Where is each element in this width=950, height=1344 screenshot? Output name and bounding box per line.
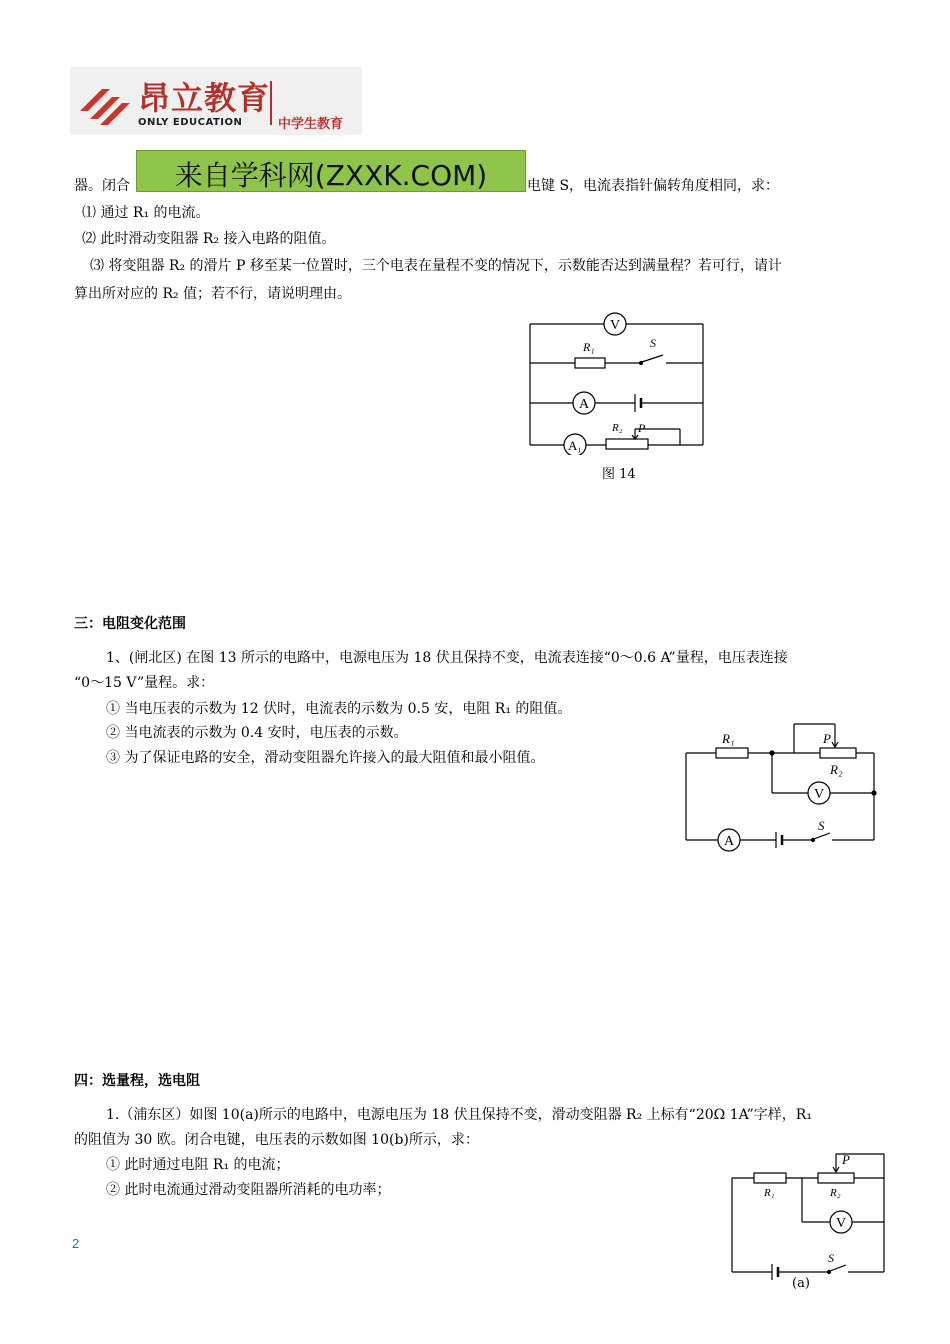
s3-q2: ② 当电流表的示数为 0.4 安时，电压表的示数。 xyxy=(106,725,408,741)
r2-label: R₂ xyxy=(612,422,623,434)
s2-q1: ⑴ 通过 R₁ 的电流。 xyxy=(82,205,210,221)
switch-blade xyxy=(814,833,830,839)
s4-q1: ① 此时通过电阻 R₁ 的电流； xyxy=(106,1157,290,1173)
section4-heading: 四：选量程，选电阻 xyxy=(74,1073,200,1089)
ammeter-label: A xyxy=(578,397,590,412)
voltmeter-label: V xyxy=(835,1216,847,1231)
intro-left: 器。闭合 xyxy=(74,178,130,194)
circuit-figure-10a xyxy=(724,1148,890,1288)
slider-label: P xyxy=(823,731,831,746)
r2-label: R₂ xyxy=(830,762,843,777)
s3-q1: ① 当电压表的示数为 12 伏时，电流表的示数为 0.5 安，电阻 R₁ 的阻值。 xyxy=(106,701,572,717)
circuit-figure-13 xyxy=(680,718,885,858)
switch-label: S xyxy=(650,336,656,350)
r1-label: R₁ xyxy=(764,1187,775,1199)
s2-q3-line1: ⑶ 将变阻器 R₂ 的滑片 P 移至某一位置时，三个电表在量程不变的情况下，示数能否达到满量程？若可行，请计 xyxy=(90,258,782,274)
resistor-r1 xyxy=(754,1173,786,1183)
s3-q3: ③ 为了保证电路的安全，滑动变阻器允许接入的最大阻值和最小阻值。 xyxy=(106,750,545,766)
figure-14-caption: 图 14 xyxy=(602,467,636,482)
s2-q3-line2: 算出所对应的 R₂ 值；若不行，请说明理由。 xyxy=(74,286,352,302)
resistor-r1 xyxy=(716,748,748,758)
logo-mark-icon xyxy=(76,81,132,127)
r1-label: R₁ xyxy=(583,340,595,354)
ammeter-label: A xyxy=(723,834,735,849)
logo-title: 昂立教育 xyxy=(138,79,271,117)
voltmeter-label: V xyxy=(813,787,825,802)
s3-problem-line1: 1、(闸北区) 在图 13 所示的电路中，电源电压为 18 伏且保持不变，电流表连接“0～0.6 A”量程，电压表连接 xyxy=(106,650,788,666)
resistor-r1 xyxy=(575,358,605,368)
s2-q2: ⑵ 此时滑动变阻器 R₂ 接入电路的阻值。 xyxy=(82,231,336,247)
switch-blade xyxy=(642,355,663,362)
switch-label: S xyxy=(818,818,825,833)
brand-logo xyxy=(70,67,362,135)
section3-heading: 三：电阻变化范围 xyxy=(74,616,186,632)
s4-problem-line2: 的阻值为 30 欧。闭合电键，电压表的示数如图 10(b)所示，求： xyxy=(74,1132,479,1148)
rheostat-r2 xyxy=(606,439,648,449)
s4-q2: ② 此时电流通过滑动变阻器所消耗的电功率； xyxy=(106,1182,391,1198)
voltmeter-label: V xyxy=(609,318,621,333)
r2-label: R₂ xyxy=(830,1187,841,1199)
logo-english: ONLY EDUCATION xyxy=(138,117,243,128)
s3-problem-line2: “0～15 V”量程。求： xyxy=(74,675,215,691)
switch-label: S xyxy=(828,1251,834,1265)
logo-subtitle: 中学生教育 xyxy=(278,117,344,132)
circuit-figure-14 xyxy=(520,305,720,455)
switch-blade xyxy=(830,1265,846,1271)
ammeter1-label: A₁ xyxy=(568,438,582,453)
r1-label: R₁ xyxy=(722,731,735,746)
rheostat-r2 xyxy=(818,1173,854,1183)
junction-dot xyxy=(872,791,876,795)
intro-right: 电键 S，电流表指针偏转角度相同，求： xyxy=(527,178,780,194)
slider-label: P xyxy=(842,1152,850,1167)
page-number: 2 xyxy=(72,1236,80,1251)
rheostat-r2 xyxy=(820,748,856,758)
watermark-banner xyxy=(136,150,526,192)
figure-10a-caption: (a) xyxy=(792,1276,810,1291)
slider-label: P xyxy=(638,421,646,435)
s4-problem-line1: 1.（浦东区）如图 10(a)所示的电路中，电源电压为 18 伏且保持不变，滑动变阻器 R₂ 上标有“20Ω 1A”字样，R₁ xyxy=(106,1107,812,1123)
watermark-text: 来自学科网(ZXXK.COM) xyxy=(174,159,488,192)
logo-divider xyxy=(270,81,272,125)
